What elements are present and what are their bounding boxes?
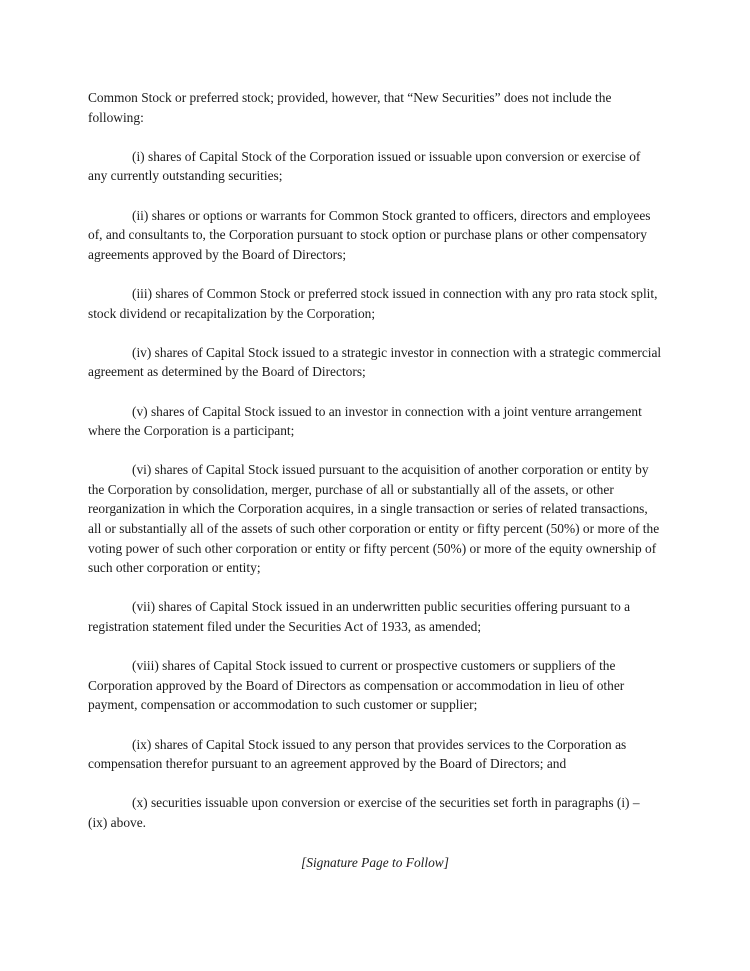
paragraph-item-iv: (iv) shares of Capital Stock issued to a strategic investor in connection with a strategic commercial agreement as determined by the Board of Directors; bbox=[88, 344, 662, 380]
paragraph-item-viii: (viii) shares of Capital Stock issued to current or prospective customers or suppliers of the Corporation approved by the Board of Directors as compensation or accommodation in lieu of other payment, compensation or accommodation to such customer or supplier; bbox=[88, 658, 625, 713]
document-body bbox=[88, 88, 662, 873]
paragraph-item-v: (v) shares of Capital Stock issued to an investor in connection with a joint venture arrangement where the Corporation is a participant; bbox=[88, 403, 642, 439]
paragraph-item-x: (x) securities issuable upon conversion or exercise of the securities set forth in paragraphs (i) – (ix) above. bbox=[88, 795, 640, 830]
lead-paragraph: Common Stock or preferred stock; provided, however, that “New Securities” does not include the following: bbox=[88, 90, 612, 125]
paragraph-item-ix: (ix) shares of Capital Stock issued to any person that provides services to the Corporation as compensation therefor pursuant to an agreement approved by the Board of Directors; and bbox=[88, 736, 627, 772]
paragraph-item-vi: (vi) shares of Capital Stock issued pursuant to the acquisition of another corporation or entity by the Corporation by consolidation, merger, purchase of all or substantially all of the assets, or other reorganization in which the Corporation acquires, in a single transaction or series of related transactions, all or substantially all of the assets of such other corporation or entity or fifty percent (50%) or more of the voting power of such other corporation or entity or fifty percent (50%) or more of the equity ownership of such other corporation or entity; bbox=[88, 462, 660, 576]
paragraph-item-iii: (iii) shares of Common Stock or preferred stock issued in connection with any pro rata stock split, stock dividend or recapitalization by the Corporation; bbox=[88, 285, 658, 321]
paragraph-item-i: (i) shares of Capital Stock of the Corporation issued or issuable upon conversion or exercise of any currently outstanding securities; bbox=[88, 148, 641, 184]
paragraph-item-ii: (ii) shares or options or warrants for Common Stock granted to officers, directors and employees of, and consultants to, the Corporation pursuant to stock option or purchase plans or other compensatory agreements approved by the Board of Directors; bbox=[88, 207, 651, 262]
paragraph-item-vii: (vii) shares of Capital Stock issued in an underwritten public securities offering pursuant to a registration statement filed under the Securities Act of 1933, as amended; bbox=[88, 599, 631, 635]
signature-page-note: [Signature Page to Follow] bbox=[301, 855, 449, 871]
